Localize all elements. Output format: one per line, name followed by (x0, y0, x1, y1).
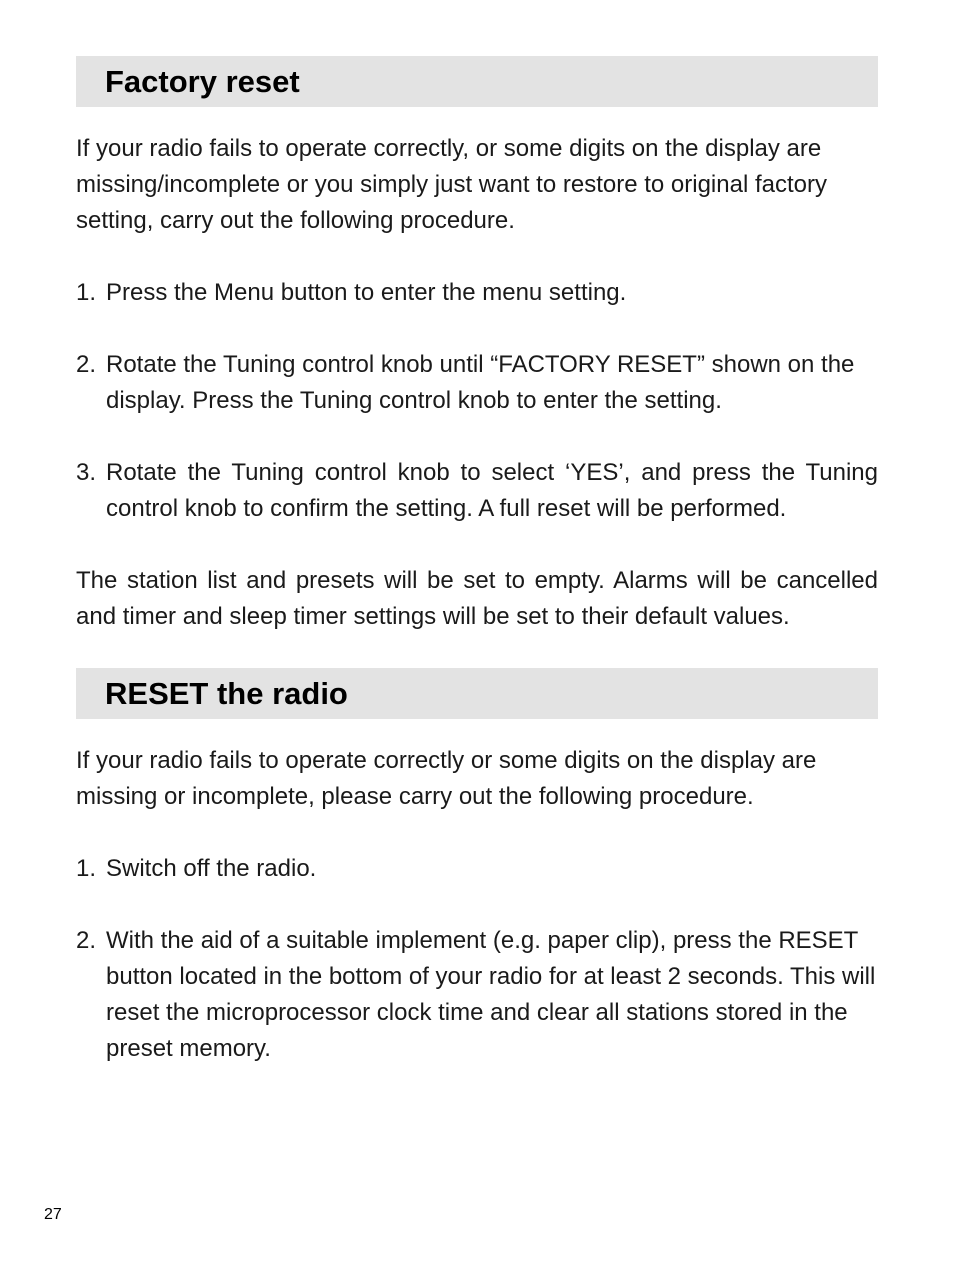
reset-radio-step-2 (76, 923, 878, 1067)
factory-reset-header (76, 56, 878, 107)
reset-radio-step-1 (76, 851, 878, 887)
step-text: Switch off the radio. (106, 855, 317, 882)
step-text: With the aid of a suitable implement (e.g. paper clip), press the RESET button located in the bottom of your radio for at least 2 seconds. This will reset the microprocessor clock time and clear all stations stored in the preset memory. (106, 927, 876, 1062)
factory-reset-step-2 (76, 347, 878, 419)
factory-reset-step-1 (76, 275, 878, 311)
step-number: 1. (76, 279, 97, 306)
manual-page (76, 56, 878, 1067)
factory-reset-note: The station list and presets will be set to empty. Alarms will be cancelled and timer and sleep timer settings will be set to their default values. (76, 567, 878, 630)
page-number: 27 (44, 1206, 62, 1223)
factory-reset-steps (76, 275, 878, 527)
step-text: Rotate the Tuning control knob to select ‘YES’, and press the Tuning control knob to confirm the setting. A full reset will be performed. (106, 459, 878, 522)
step-text: Press the Menu button to enter the menu setting. (106, 279, 627, 306)
factory-reset-intro: If your radio fails to operate correctly, or some digits on the display are missing/incomplete or you simply just want to restore to original factory setting, carry out the following procedure. (76, 135, 827, 234)
step-text: Rotate the Tuning control knob until “FACTORY RESET” shown on the display. Press the Tuning control knob to enter the setting. (106, 351, 855, 414)
step-number: 1. (76, 855, 97, 882)
factory-reset-step-3 (76, 455, 878, 527)
reset-radio-title: RESET the radio (105, 676, 348, 711)
step-number: 2. (76, 927, 97, 954)
reset-radio-header (76, 668, 878, 719)
reset-radio-intro: If your radio fails to operate correctly or some digits on the display are missing or incomplete, please carry out the following procedure. (76, 747, 817, 810)
step-number: 2. (76, 351, 97, 378)
factory-reset-title: Factory reset (105, 64, 300, 99)
step-number: 3. (76, 459, 97, 486)
reset-radio-steps (76, 851, 878, 1067)
